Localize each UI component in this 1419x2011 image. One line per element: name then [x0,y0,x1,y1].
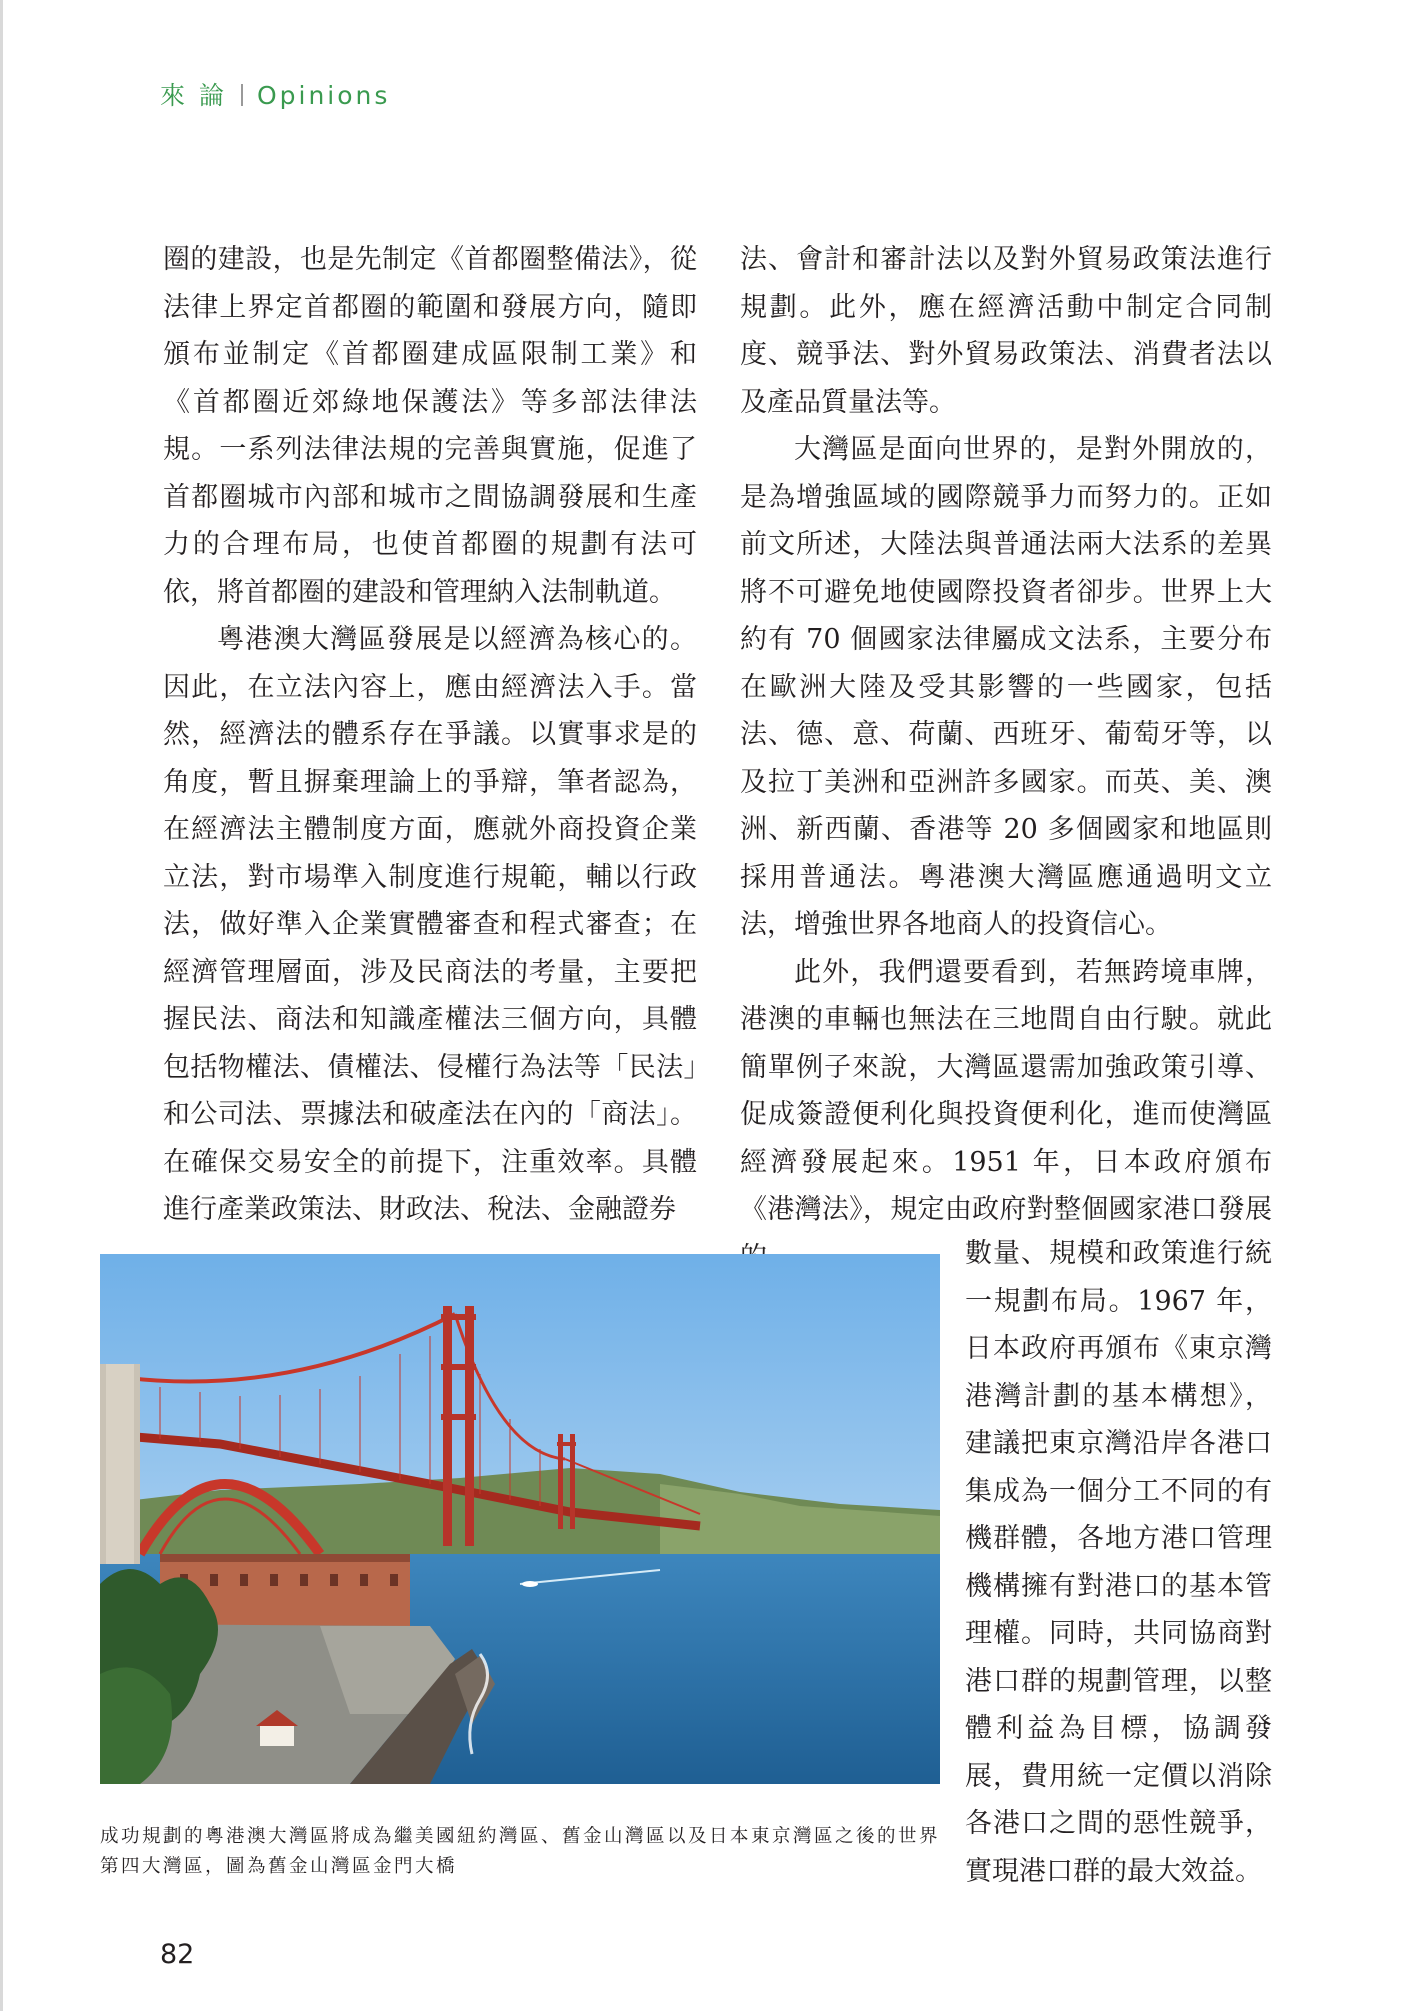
page-number: 82 [160,1939,195,1970]
photo-caption: 成功規劃的粵港澳大灣區將成為繼美國紐約灣區、舊金山灣區以及日本東京灣區之後的世界第四大灣區，圖為舊金山灣區金門大橋 [100,1826,941,1877]
paragraph: 數量、規模和政策進行統一規劃布局。1967 年，日本政府再頒布《東京灣港灣計劃的基本構想》，建議把東京灣沿岸各港口集成為一個分工不同的有機群體，各地方港口管理機構擁有對港口的基本管理權。同時，共同協商對港口群的規劃管理，以整體利益為目標，協調發展，費用統一定價以消除各港口之間的惡性競爭，實現港口群的最大效益。 [965,1238,1272,1887]
right-column-continued [965,1230,1272,1895]
section-title-en: Opinions [256,81,391,110]
paragraph: 圈的建設，也是先制定《首都圈整備法》，從法律上界定首都圈的範圍和發展方向，隨即頒布並制定《首都圈建成區限制工業》和《首都圈近郊綠地保護法》等多部法律法規。一系列法律法規的完善與實施，促進了首都圈城市內部和城市之間協調發展和生產力的合理布局，也使首都圈的規劃有法可依，將首都圈的建設和管理納入法制軌道。 [163,244,697,608]
header-divider [241,84,243,106]
right-column [740,236,1272,1281]
paragraph: 此外，我們還要看到，若無跨境車牌，港澳的車輛也無法在三地間自由行駛。就此簡單例子來說，大灣區還需加強政策引導、促成簽證便利化與投資便利化，進而使灣區經濟發展起來。1951 年，日本政府頒布《港灣法》，規定由政府對整個國家港口發展 [740,956,1272,1225]
section-title: 來 論 [160,81,227,110]
page-edge [0,0,3,2011]
paragraph: 法、會計和審計法以及對外貿易政策法進行規劃。此外，應在經濟活動中制定合同制度、競爭法、對外貿易政策法、消費者法以及產品質量法等。 [740,244,1272,418]
running-header [160,76,390,112]
paragraph: 粵港澳大灣區發展是以經濟為核心的。因此，在立法內容上，應由經濟法入手。當然，經濟法的體系存在爭議。以實事求是的角度，暫且摒棄理論上的爭辯，筆者認為，在經濟法主體制度方面，應就外商投資企業立法，對市場準入制度進行規範，輔以行政法，做好準入企業實體審查和程式審查；在經濟管理層面，涉及民商法的考量，主要把握民法、商法和知識產權法三個方向，具體包括物權法、債權法、侵權行為法等「民法」和公司法、票據法和破產法在內的「商法」。在確保交易安全的前提下，注重效率。具體進行產業政策法、財政法、稅法、金融證券 [163,624,697,1225]
golden-gate-bridge-photo [100,1254,940,1784]
left-column [163,236,697,1234]
paragraph: 大灣區是面向世界的，是對外開放的，是為增強區域的國際競爭力而努力的。正如前文所述，大陸法與普通法兩大法系的差異將不可避免地使國際投資者卻步。世界上大約有 70 個國家法律屬成文法系，主要分布在歐洲大陸及受其影響的一些國家，包括法、德、意、荷蘭、西班牙、葡萄牙等，以及拉丁美洲和亞洲許多國家。而英、美、澳洲、新西蘭、香港等 20 多個國家和地區則採用普通法。粵港澳大灣區應通過明文立法，增強世界各地商人的投資信心。 [740,434,1272,940]
